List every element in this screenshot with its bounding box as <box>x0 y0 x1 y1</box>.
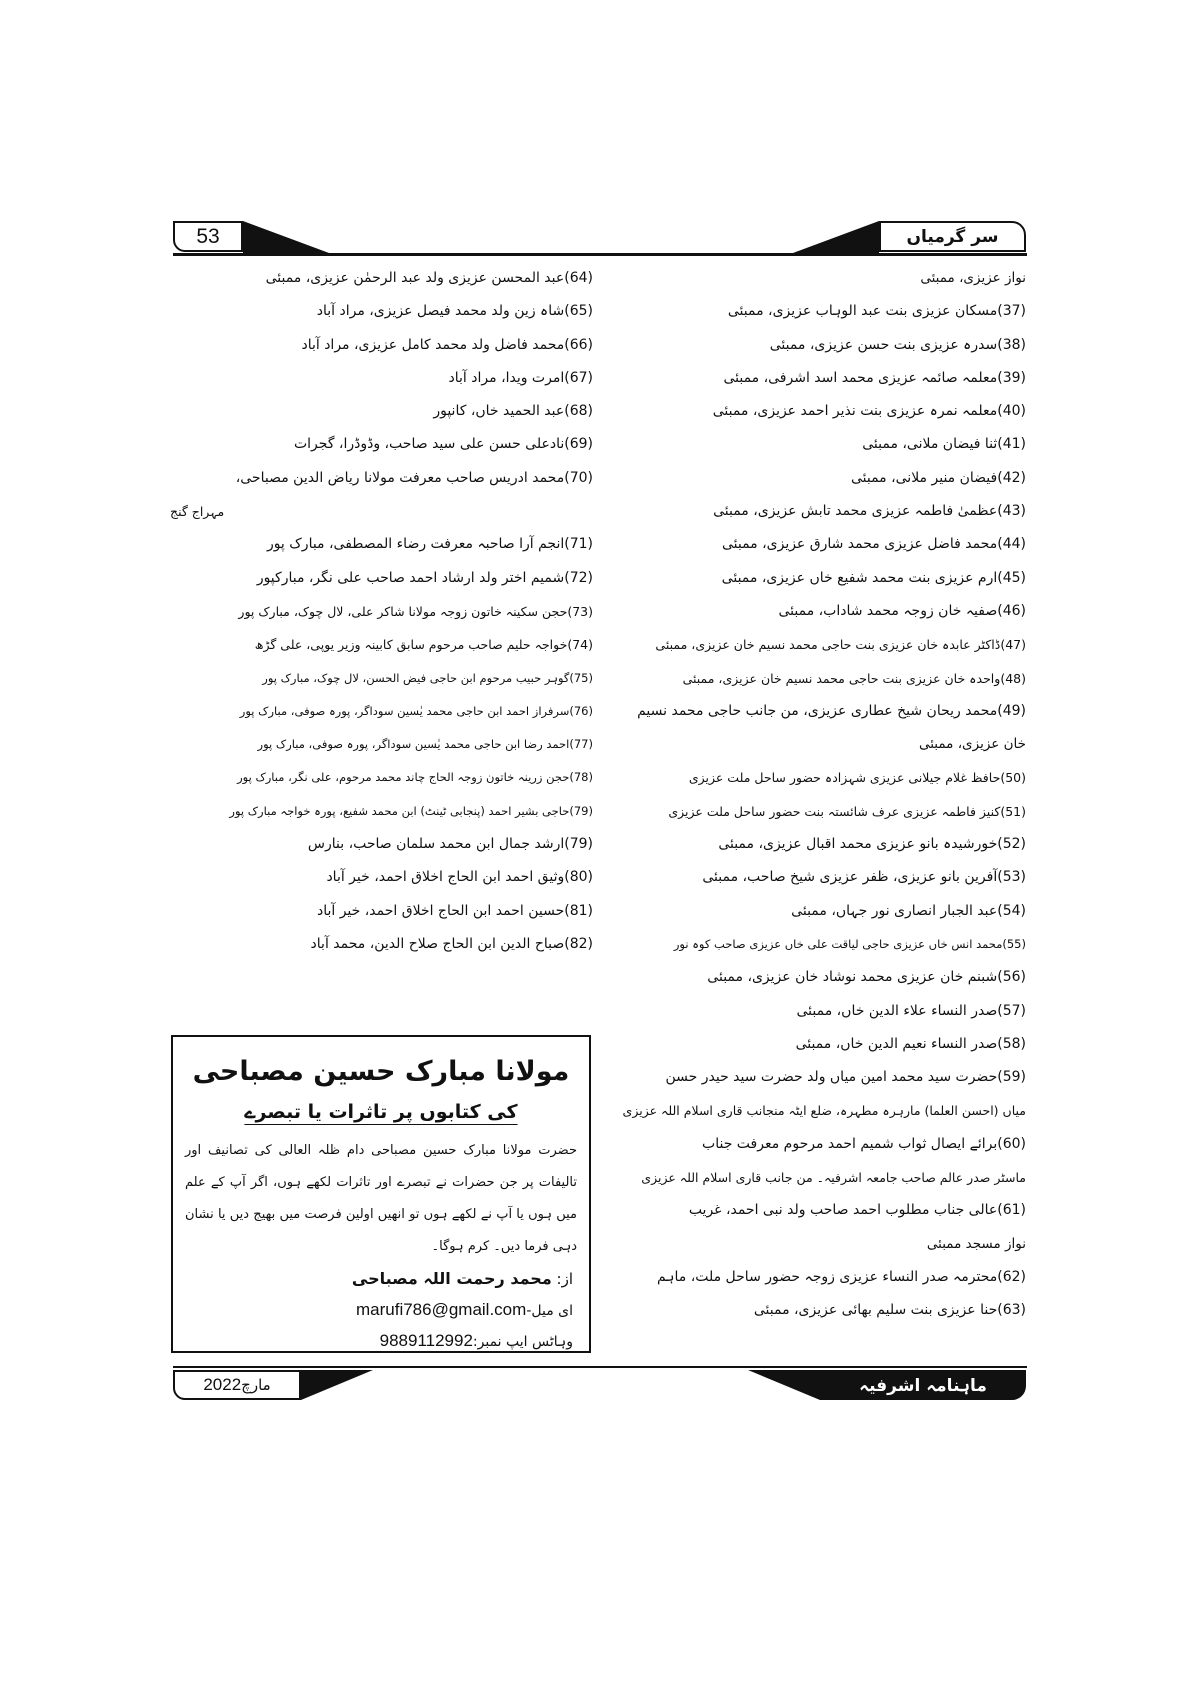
item-text: شبنم خان عزیزی محمد نوشاد خان عزیزی، ممبئی <box>707 969 998 986</box>
phone-label: وہاٹس ایپ نمبر: <box>472 1334 573 1350</box>
item-number: (65) <box>564 303 593 320</box>
donor-list-item <box>605 362 1026 395</box>
item-number: (70) <box>564 469 593 486</box>
donor-list-item <box>605 761 1026 794</box>
donor-list-item <box>170 428 593 461</box>
item-text: وثیق احمد ابن الحاج اخلاق احمد، خیر آباد <box>326 869 565 886</box>
item-text: احمد رضا ابن حاجی محمد یٰسین سوداگر، پورہ صوفی، مبارک پور <box>257 737 570 752</box>
item-text: صدر النساء نعیم الدین خاں، ممبئی <box>795 1035 998 1052</box>
item-text: نادعلی حسن علی سید صاحب، وڈوڈرا، گجرات <box>293 436 565 453</box>
item-number: (79) <box>569 803 593 818</box>
donor-list-item <box>605 961 1026 994</box>
item-text: عبد المحسن عزیزی ولد عبد الرحمٰن عزیزی، ممبئی <box>265 270 565 286</box>
item-number: (74) <box>567 637 593 653</box>
donor-list-item <box>605 1194 1026 1227</box>
section-title: سر گرمیاں <box>906 226 999 247</box>
item-text: حضرت سید محمد امین میاں ولد حضرت سید حیدر حسن <box>665 1069 998 1086</box>
item-number: (62) <box>997 1268 1026 1285</box>
notice-body: حضرت مولانا مبارک حسین مصباحی دام ظلہ العالی کی تصانیف اور تالیفات پر جن حضرات نے تبصرے اور تاثرات لکھے ہوں، اگر آپ کے علم میں ہوں یا آپ نے لکھے ہوں تو انھیں اولین فرصت میں بھیج دیں یا نشان دہی فرما دیں۔ کرم ہوگا۔ <box>185 1143 577 1254</box>
item-number: (61) <box>997 1202 1026 1219</box>
item-text: شاہ زین ولد محمد فیصل عزیزی، مراد آباد <box>316 303 565 320</box>
item-text: خواجہ حلیم صاحب مرحوم سابق کابینہ وزیر یوپی، علی گڑھ <box>254 637 568 653</box>
notice-phone-line <box>185 1326 577 1357</box>
item-number: (48) <box>1000 670 1026 686</box>
item-text: ثنا فیضان ملانی، ممبئی <box>862 436 998 453</box>
email-label: ای میل- <box>526 1303 573 1319</box>
donor-list-item <box>605 595 1026 628</box>
item-text: ڈاکٹر عابدہ خان عزیزی بنت حاجی محمد نسیم خان عزیزی، ممبئی <box>655 637 1001 653</box>
donor-list-item <box>170 895 593 928</box>
donor-list-item <box>170 728 593 761</box>
item-text: عظمیٰ فاطمہ عزیزی محمد تابش عزیزی، ممبئی <box>713 503 998 520</box>
item-text: سرفراز احمد ابن حاجی محمد یٰسین سوداگر، پورہ صوفی، مبارک پور <box>239 703 570 718</box>
item-text: نواز مسجد ممبئی <box>926 1235 1026 1252</box>
donor-list-item <box>605 428 1026 461</box>
item-number: (56) <box>997 969 1026 986</box>
donor-list-item <box>605 395 1026 428</box>
item-number: (71) <box>564 536 593 553</box>
donor-list-item <box>605 928 1026 961</box>
magazine-brand <box>820 1370 1026 1400</box>
item-number: (58) <box>997 1035 1026 1052</box>
donor-list-item <box>605 462 1026 495</box>
donor-list-item <box>605 695 1026 728</box>
item-number: (78) <box>569 770 593 785</box>
footer-right-wedge <box>748 1370 820 1400</box>
page-number-box <box>173 221 243 252</box>
item-number: (68) <box>564 403 593 420</box>
donor-list-item <box>170 828 593 861</box>
item-text: انجم آرا صاحبہ معرفت رضاء المصطفی، مبارک پور <box>266 536 565 553</box>
item-text: حافظ غلام جیلانی عزیزی شہزادہ حضور ساحل ملت عزیزی <box>688 770 1001 786</box>
item-number: (43) <box>997 503 1026 520</box>
donor-list-item <box>170 861 593 894</box>
donor-list-continuation <box>605 1094 1026 1127</box>
donor-list-item <box>605 1028 1026 1061</box>
header-rule <box>173 253 1027 256</box>
item-text: صفیہ خان زوجہ محمد شاداب، ممبئی <box>778 602 998 619</box>
donor-list-item <box>605 1261 1026 1294</box>
item-number: (63) <box>997 1302 1026 1319</box>
item-number: (44) <box>997 536 1026 553</box>
page-number: 53 <box>196 224 220 248</box>
item-text: شمیم اختر ولد ارشاد احمد صاحب علی نگر، مبارکپور <box>256 569 565 586</box>
issue-date-box <box>173 1370 301 1400</box>
item-number: (37) <box>997 303 1026 320</box>
item-text: برائے ایصال ثواب شمیم احمد مرحوم معرفت جناب <box>702 1135 998 1152</box>
item-text: محمد ریحان شیخ عطاری عزیزی، من جانب حاجی محمد نسیم <box>637 702 998 719</box>
issue-month: مارچ <box>241 1376 271 1394</box>
item-number: (51) <box>1000 803 1026 819</box>
notice-author <box>185 1263 577 1295</box>
item-text: آفرین بانو عزیزی، ظفر عزیزی شیخ صاحب، ممبئی <box>702 869 998 886</box>
left-column <box>170 262 593 961</box>
item-number: (81) <box>564 902 593 919</box>
item-text: حاجی بشیر احمد (پنجابی ٹینٹ) ابن محمد شفیع، پورہ خواجہ مبارک پور <box>229 803 570 818</box>
notice-subtitle: کی کتابوں پر تاثرات یا تبصرے <box>244 1101 518 1123</box>
item-text: خورشیدہ بانو عزیزی محمد اقبال عزیزی، ممبئی <box>718 836 998 853</box>
item-number: (80) <box>564 869 593 886</box>
item-number: (41) <box>997 436 1026 453</box>
item-text: امرت ویدا، مراد آباد <box>448 369 565 386</box>
item-text: حجن زرینہ خاتون زوجہ الحاج چاند محمد مرحوم، علی نگر، مبارک پور <box>237 770 570 785</box>
item-number: (73) <box>567 603 593 619</box>
donor-list-item <box>170 795 593 828</box>
item-number: (64) <box>564 270 593 286</box>
item-text: میاں (احسن العلما) مارہرہ مطہرہ، ضلع ایٹہ منجانب قاری اسلام اللہ عزیزی <box>622 1103 1026 1119</box>
donor-list-item <box>170 928 593 961</box>
donor-list-item <box>605 1061 1026 1094</box>
donor-list-item <box>605 329 1026 362</box>
item-number: (47) <box>1000 637 1026 653</box>
donor-list-item <box>605 828 1026 861</box>
item-text: مسکان عزیزی بنت عبد الوہاب عزیزی، ممبئی <box>727 303 998 320</box>
brand-name: ماہنامہ اشرفیہ <box>859 1375 987 1396</box>
donor-list-item <box>605 295 1026 328</box>
item-text: محمد فاضل ولد محمد کامل عزیزی، مراد آباد <box>301 336 565 353</box>
item-text: نواز عزیزی، ممبئی <box>920 270 1026 286</box>
donor-list-item <box>170 462 593 495</box>
item-text: معلمہ صائمہ عزیزی محمد اسد اشرفی، ممبئی <box>723 369 998 386</box>
donor-list-item <box>605 1128 1026 1161</box>
donor-list-item <box>605 662 1026 695</box>
donor-list-continuation <box>605 1161 1026 1194</box>
donor-list-item <box>170 295 593 328</box>
donor-list-item <box>605 495 1026 528</box>
donor-list-continuation <box>170 495 593 528</box>
donor-list-item <box>170 395 593 428</box>
item-number: (60) <box>997 1135 1026 1152</box>
footer-rule <box>173 1366 1027 1368</box>
item-number: (53) <box>997 869 1026 886</box>
donor-list-item <box>170 628 593 661</box>
item-number: (57) <box>997 1002 1026 1019</box>
donor-list-item <box>605 861 1026 894</box>
donor-list-item <box>170 262 593 295</box>
header-left-wedge <box>243 221 329 253</box>
item-number: (49) <box>997 702 1026 719</box>
item-number: (67) <box>564 369 593 386</box>
item-number: (45) <box>997 569 1026 586</box>
item-text: محمد انس خاں عزیزی حاجی لیاقت علی خاں عزیزی صاحب کوہ نور <box>673 936 1003 951</box>
item-text: محترمہ صدر النساء عزیزی زوجہ حضور ساحل ملت، ماہم <box>656 1268 998 1285</box>
donor-list-item <box>170 329 593 362</box>
footer-left-wedge <box>301 1370 373 1400</box>
notice-title: مولانا مبارک حسین مصباحی <box>192 1056 570 1087</box>
item-number: (50) <box>1000 770 1026 786</box>
item-text: سدرہ عزیزی بنت حسن عزیزی، ممبئی <box>769 336 998 353</box>
item-number: (75) <box>569 670 593 685</box>
item-text: محمد ادریس صاحب معرفت مولانا ریاض الدین مصباحی، <box>235 469 565 486</box>
item-number: (55) <box>1002 936 1026 951</box>
item-number: (77) <box>569 737 593 752</box>
item-number: (79) <box>564 836 593 853</box>
item-text: معلمہ نمرہ عزیزی بنت نذیر احمد عزیزی، ممبئی <box>712 403 998 420</box>
item-text: مہراج گنج <box>170 504 225 520</box>
item-number: (76) <box>569 703 593 718</box>
item-text: ارشد جمال ابن محمد سلمان صاحب، بنارس <box>307 836 565 853</box>
donor-list-item <box>170 362 593 395</box>
donor-list-continuation <box>605 262 1026 295</box>
item-text: ماسٹر صدر عالم صاحب جامعہ اشرفیہ۔ من جانب قاری اسلام اللہ عزیزی <box>641 1170 1026 1186</box>
donor-list-item <box>170 562 593 595</box>
item-number: (40) <box>997 403 1026 420</box>
item-text: عبد الحمید خاں، کانپور <box>433 403 565 420</box>
item-text: گوہر حبیب مرحوم ابن حاجی فیض الحسن، لال چوک، مبارک پور <box>262 670 570 685</box>
donor-list-item <box>170 761 593 794</box>
item-text: ارم عزیزی بنت محمد شفیع خاں عزیزی، ممبئی <box>721 569 998 586</box>
item-number: (39) <box>997 369 1026 386</box>
item-number: (46) <box>997 602 1026 619</box>
donor-list-item <box>605 562 1026 595</box>
donor-list-item <box>170 595 593 628</box>
section-title-box <box>879 221 1026 252</box>
item-text: عبد الجبار انصاری نور جہاں، ممبئی <box>791 902 998 919</box>
item-text: واحدہ خان عزیزی بنت حاجی محمد نسیم خان عزیزی، ممبئی <box>682 670 1001 686</box>
item-number: (66) <box>564 336 593 353</box>
donor-list-item <box>170 662 593 695</box>
item-text: حجن سکینہ خاتون زوجہ مولانا شاکر علی، لال چوک، مبارک پور <box>238 603 568 619</box>
phone-number: 9889112992 <box>379 1331 473 1350</box>
item-text: حسین احمد ابن الحاج اخلاق احمد، خیر آباد <box>316 902 565 919</box>
header-right-wedge <box>793 221 879 253</box>
donor-list-item <box>605 1294 1026 1327</box>
donor-list-item <box>170 528 593 561</box>
item-number: (69) <box>564 436 593 453</box>
donor-list-item <box>170 695 593 728</box>
item-text: فیضان منیر ملانی، ممبئی <box>850 469 998 486</box>
item-text: محمد فاضل عزیزی محمد شارق عزیزی، ممبئی <box>721 536 998 553</box>
item-number: (59) <box>997 1069 1026 1086</box>
email-address[interactable]: marufi786@gmail.com <box>355 1300 527 1319</box>
item-text: عالی جناب مطلوب احمد صاحب ولد نبی احمد، غریب <box>688 1202 998 1219</box>
donor-list-item <box>605 528 1026 561</box>
donor-list-item <box>605 795 1026 828</box>
donor-list-item <box>605 628 1026 661</box>
item-text: خان عزیزی، ممبئی <box>918 736 1026 753</box>
item-text: صباح الدین ابن الحاج صلاح الدین، محمد آباد <box>310 935 565 952</box>
issue-year: 2022 <box>203 1375 242 1394</box>
item-number: (38) <box>997 336 1026 353</box>
donor-list-continuation <box>605 728 1026 761</box>
item-text: حنا عزیزی بنت سلیم بھائی عزیزی، ممبئی <box>753 1302 998 1319</box>
item-number: (52) <box>997 836 1026 853</box>
author-name: محمد رحمت اللہ مصباحی <box>351 1269 552 1288</box>
donor-list-continuation <box>605 1228 1026 1261</box>
donor-list-item <box>605 995 1026 1028</box>
item-number: (82) <box>564 935 593 952</box>
item-number: (54) <box>997 902 1026 919</box>
item-number: (72) <box>564 569 593 586</box>
item-text: کنیز فاطمہ عزیزی عرف شائستہ بنت حضور ساحل ملت عزیزی <box>668 803 1001 819</box>
book-reviews-notice <box>171 1035 591 1353</box>
notice-email-line <box>185 1295 577 1326</box>
donor-list-item <box>605 895 1026 928</box>
item-number: (42) <box>997 469 1026 486</box>
right-column <box>605 262 1026 1328</box>
item-text: صدر النساء علاء الدین خاں، ممبئی <box>796 1002 998 1019</box>
author-label: از: <box>556 1270 573 1288</box>
